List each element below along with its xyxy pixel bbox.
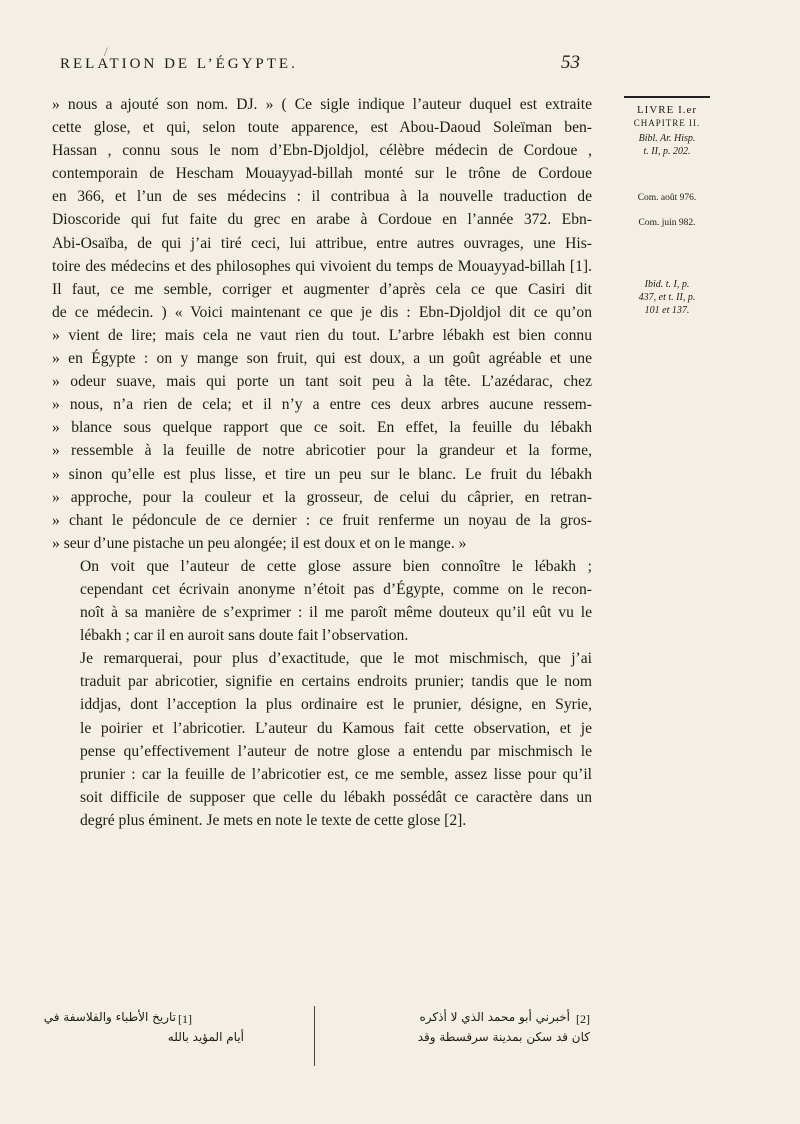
text-line: » ressemble à la feuille de notre abricotier pour la grandeur et la forme,: [52, 442, 592, 460]
text-line: toire des médecins et des philosophes qui vivoient du temps de Mouayyad-billah [1].: [52, 257, 592, 275]
footnote-1-number: [1]: [178, 1012, 192, 1026]
text-line: en 366, et l’un de ses médecins : il contribua à la nouvelle traduction de: [52, 188, 592, 206]
com-aout-note: Com. août 976.: [637, 193, 697, 203]
text-line: de ce médecin. ) « Voici maintenant ce que je dis : Ebn-Djoldjol dit ce qu’on: [52, 303, 592, 321]
paragraph-3: [52, 647, 592, 832]
running-title: RELATION DE L’ÉGYPTE.: [60, 56, 298, 72]
text-line: noît à sa manière de s’exprimer : il me paroît même douteux qu’il eût vu le: [80, 604, 592, 622]
text-line: » chant le pédoncule de ce dernier : ce fruit renferme un noyau de la gros-: [52, 511, 592, 529]
text-line: Je remarquerai, pour plus d’exactitude, que le mot mischmisch, que j’ai: [80, 650, 592, 668]
paragraph-1: [52, 93, 592, 555]
bibl-page-reference: t. II, p. 202.: [643, 146, 691, 157]
text-line: » approche, pour la couleur et la grosseur, de celui du câprier, en retran-: [52, 488, 592, 506]
text-line: prunier : car la feuille de l’abricotier est, ce me semble, assez lisse pour qu’il: [80, 765, 592, 783]
footnote-2-arabic-line-2: كان قد سكن بمدينة سرقسطة وقد: [417, 1030, 590, 1044]
text-line: Abi-Osaïba, de qui j’ai tiré ceci, lui attribue, entre autres ouvrages, une His-: [52, 234, 592, 252]
text-line: Il faut, ce me semble, corriger et augmenter d’après cela ce que Casiri dit: [52, 280, 592, 298]
page-number: 53: [561, 52, 580, 73]
chapitre-label: CHAPITRE II.: [633, 118, 701, 128]
text-line: » nous, n’a rien de cela; et il n’y a entre ces deux arbres aucune ressem-: [52, 396, 592, 414]
footnote-1-arabic-line-2: أيام المؤيد بالله: [167, 1030, 244, 1044]
text-line: » odeur suave, mais qui porte un tant soit peu à la tête. L’azédarac, chez: [52, 373, 592, 391]
text-line: » sinon qu’elle est plus lisse, et tire un peu sur le blanc. Le fruit du lébakh: [52, 465, 592, 483]
margin-rule: [624, 96, 710, 98]
text-line: On voit que l’auteur de cette glose assure bien connoître le lébakh ;: [80, 557, 592, 575]
ibid-note: Ibid. t. I, p.: [644, 279, 690, 290]
text-line: » vient de lire; mais cela ne vaut rien du tout. L’arbre lébakh est bien connu: [52, 326, 592, 344]
bibl-reference: Bibl. Ar. Hisp.: [638, 133, 696, 144]
text-line: iddjas, dont l’acception la plus ordinaire est le prunier, désigne, en Syrie,: [80, 696, 592, 714]
text-line: » nous a ajouté son nom. DJ. » ( Ce sigle indique l’auteur duquel est extraite: [52, 96, 592, 113]
text-line: le poirier et l’abricotier. L’auteur du Kamous fait cette observation, et je: [80, 719, 592, 737]
margin-notes: [612, 96, 722, 317]
footnote-1-arabic-line-1: تاريخ الأطباء والفلاسفة في: [43, 1010, 176, 1024]
footnote-2-arabic-line-1: أخبرني أبو محمد الذي لا أذكره: [419, 1010, 570, 1024]
text-line: » seur d’une pistache un peu alongée; il est doux et on le mange. »: [52, 534, 467, 552]
footnote-2: [324, 1006, 592, 1066]
ibid-pages-note: 437, et t. II, p.: [638, 292, 696, 303]
text-line: Dioscoride qui fut faite du grec en arabe à Cordoue en l’année 372. Ebn-: [52, 211, 592, 229]
text-line: contemporain de Hescham Mouayyad-billah monté sur le trône de Cordoue: [52, 165, 592, 183]
text-line: traduit par abricotier, signifie en certains endroits prunier; tandis que le nom: [80, 673, 592, 691]
text-line: cependant cet écrivain anonyme n’étoit pas d’Égypte, comme on le recon-: [80, 580, 592, 598]
livre-label: LIVRE I.er: [636, 104, 698, 116]
text-line: soit difficile de supposer que celle du lébakh possédât ce caractère dans un: [80, 788, 592, 806]
top-mark: /: [104, 44, 108, 59]
text-line: degré plus éminent. Je mets en note le texte de cette glose [2].: [80, 811, 467, 829]
main-text: [52, 93, 592, 832]
footnotes: [43, 1006, 592, 1066]
com-juin-note: Com. juin 982.: [638, 218, 696, 228]
paragraph-2: [52, 555, 592, 647]
text-line: lébakh ; car il en auroit sans doute fait l’observation.: [80, 627, 409, 645]
footnote-2-number: [2]: [576, 1012, 590, 1026]
ibid-pages-note-2: 101 et 137.: [644, 305, 690, 316]
text-line: pense qu’effectivement l’auteur de notre glose a entendu par mischmisch le: [80, 742, 592, 760]
text-line: » blance sous quelque rapport que ce soit. En effet, la feuille du lébakh: [52, 419, 592, 437]
text-line: » en Égypte : on y mange son fruit, qui est doux, a un goût agréable et une: [52, 350, 592, 368]
footnote-1: [43, 1006, 315, 1066]
text-line: Hassan , connu sous le nom d’Ebn-Djoldjol, célèbre médecin de Cordoue ,: [52, 142, 592, 160]
text-line: cette glose, et qui, selon toute apparence, est Abou-Daoud Soleïman ben-: [52, 119, 592, 137]
